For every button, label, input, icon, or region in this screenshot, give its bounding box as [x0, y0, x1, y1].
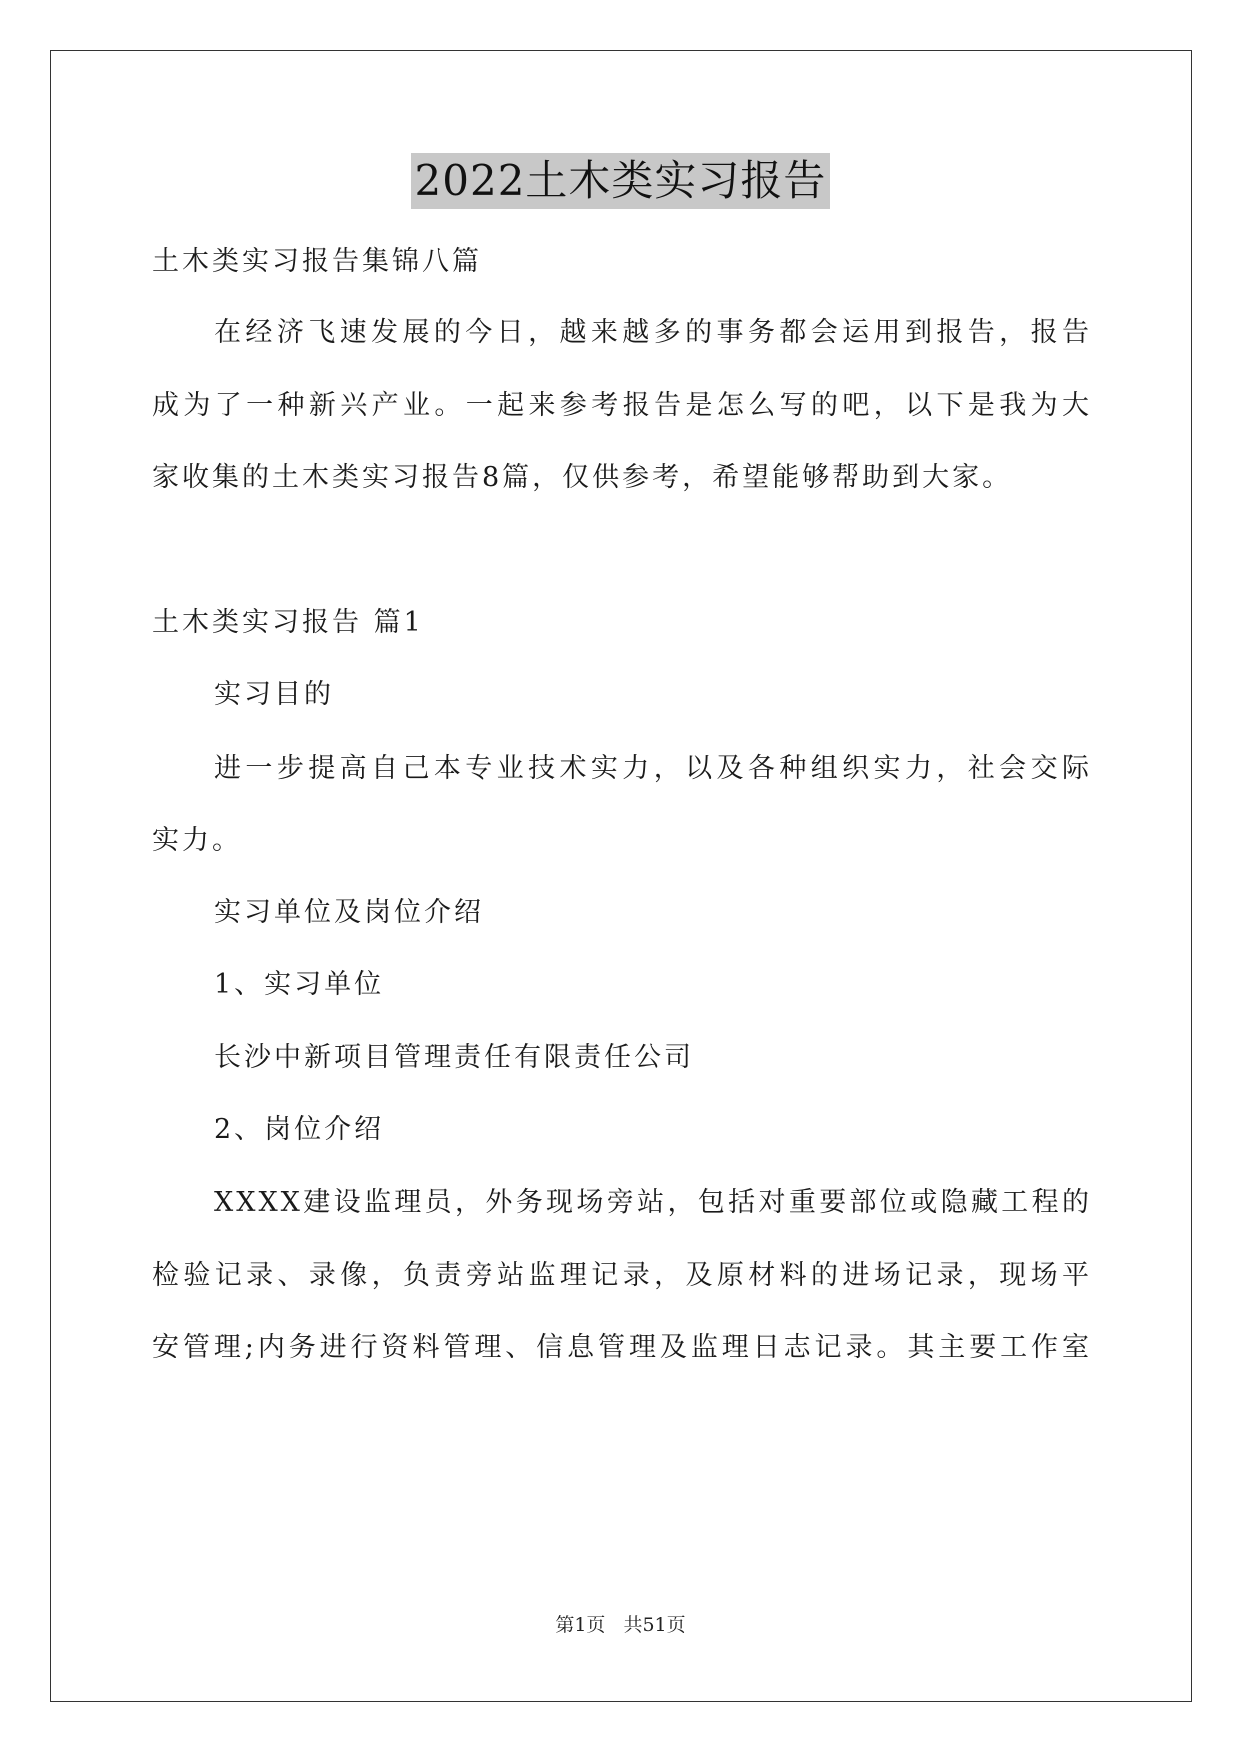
- subheading-line: 实习单位及岗位介绍: [214, 897, 484, 928]
- paragraph-line: 成为了一种新兴产业。一起来参考报告是怎么写的吧，以下是我为大: [152, 390, 1092, 421]
- paragraph-line: 进一步提高自己本专业技术实力，以及各种组织实力，社会交际: [214, 753, 1092, 784]
- paragraph-line: 安管理;内务进行资料管理、信息管理及监理日志记录。其主要工作室: [152, 1332, 1092, 1363]
- paragraph-line: 实力。: [152, 825, 242, 856]
- paragraph-line: 在经济飞速发展的今日，越来越多的事务都会运用到报告，报告: [214, 317, 1092, 348]
- title-container: [0, 153, 1241, 209]
- section-heading: 土木类实习报告 篇1: [152, 607, 424, 638]
- page-number: 第1页: [555, 1614, 606, 1636]
- paragraph-line: XXXX建设监理员，外务现场旁站，包括对重要部位或隐藏工程的: [214, 1187, 1092, 1218]
- list-item: 2、岗位介绍: [214, 1114, 385, 1145]
- page-footer: [0, 1612, 1241, 1638]
- page-total: 共51页: [623, 1614, 686, 1636]
- paragraph-line: 家收集的土木类实习报告8篇，仅供参考，希望能够帮助到大家。: [152, 462, 1013, 493]
- list-item: 1、实习单位: [214, 969, 385, 1000]
- page-border: [50, 50, 1192, 1702]
- paragraph-line: 长沙中新项目管理责任有限责任公司: [214, 1042, 694, 1073]
- paragraph-line: 检验记录、录像，负责旁站监理记录，及原材料的进场记录，现场平: [152, 1260, 1092, 1291]
- subheading-line: 实习目的: [214, 679, 334, 710]
- document-title: 2022土木类实习报告: [411, 153, 831, 209]
- subtitle-line: 土木类实习报告集锦八篇: [152, 246, 482, 277]
